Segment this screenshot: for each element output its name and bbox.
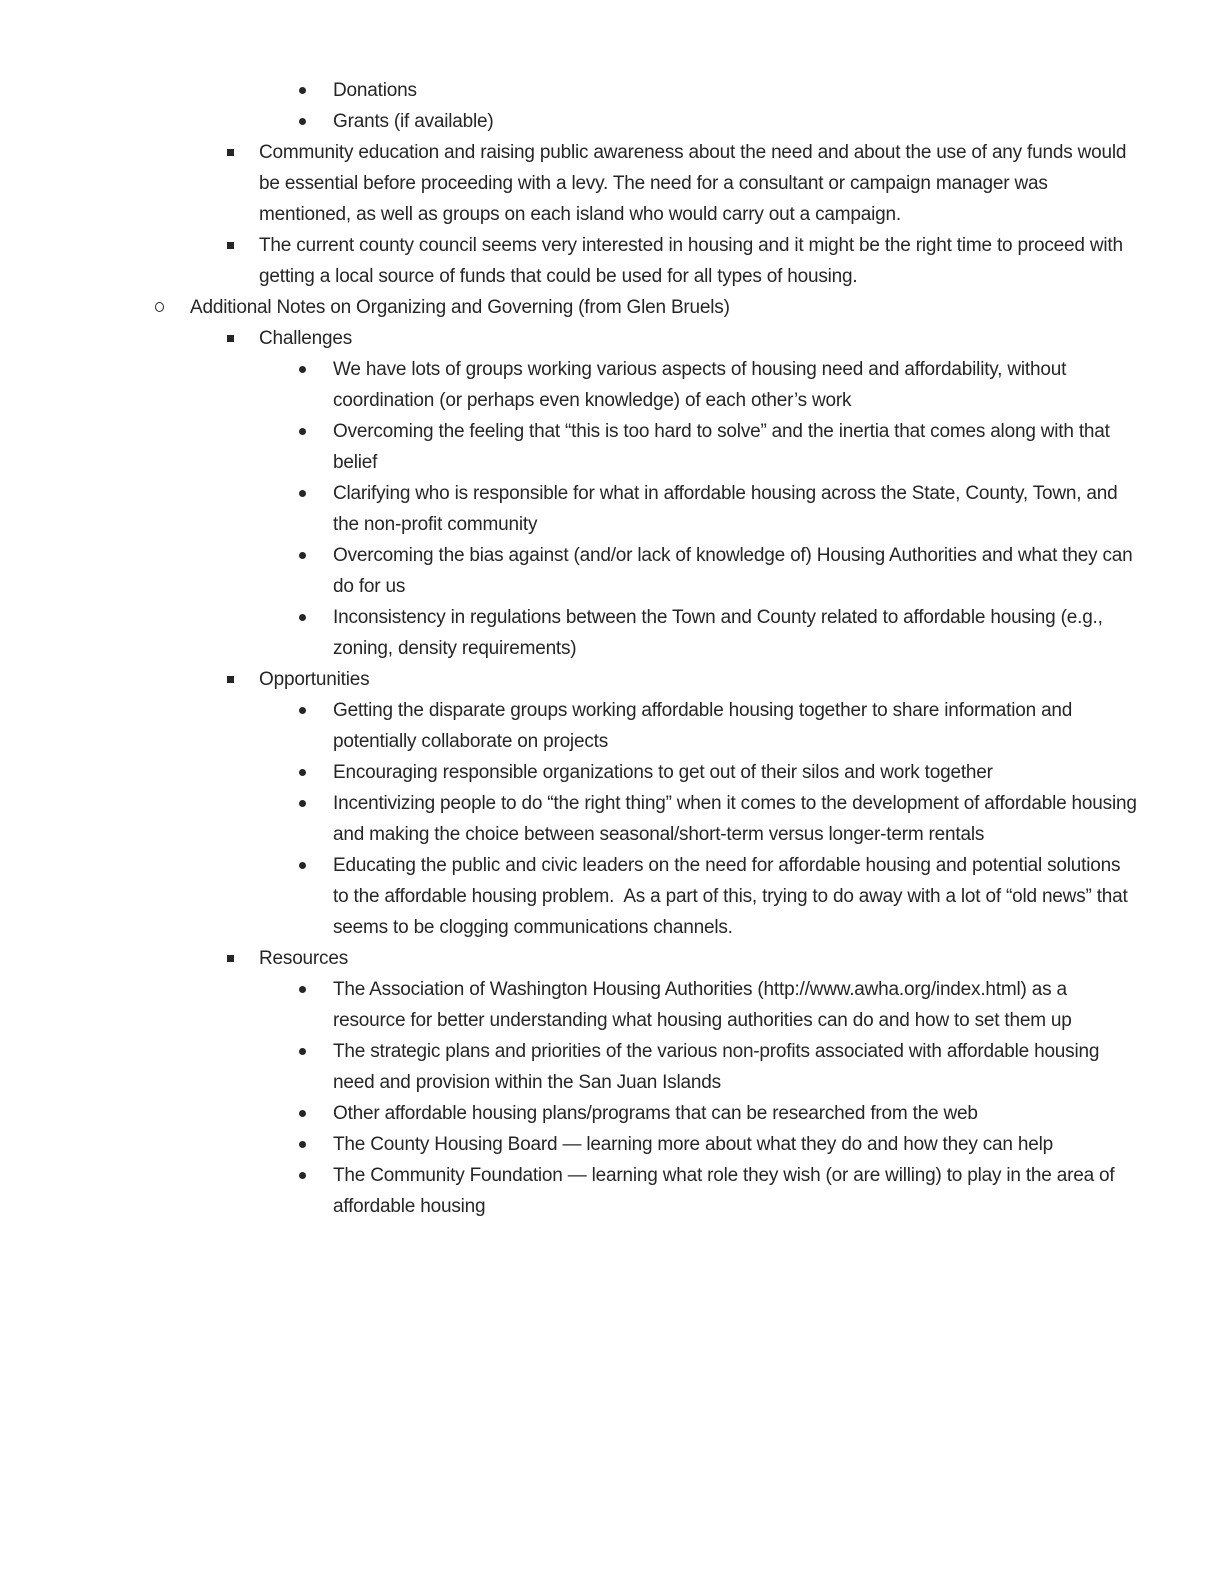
bullet-disc-icon [299,87,306,94]
bullet-circle-icon [155,302,164,312]
bullet-disc-icon [299,118,306,125]
bullet-disc-icon [299,428,306,435]
bullet-disc-icon [299,1172,306,1179]
bullet-disc-icon [299,862,306,869]
list-item-text: The current county council seems very interested in housing and it might be the right time to proceed with getting a local source of funds that could be used for all types of housing. [259,235,1128,287]
list-item [0,75,1139,106]
list-item-text: Opportunities [259,669,370,690]
list-item-text: The Association of Washington Housing Authorities (http://www.awha.org/index.html) as a resource for better understanding what housing authorities can do and how to set them up [333,979,1072,1031]
list-item [0,416,1139,478]
list-item [0,1098,1139,1129]
list-item-text: Incentivizing people to do “the right thing” when it comes to the development of affordable housing and making the choice between seasonal/short-term versus longer-term rentals [333,793,1142,845]
list-item [0,664,1139,695]
list-item [0,292,1139,323]
list-item [0,1160,1139,1222]
list-item-text: Grants (if available) [333,111,494,132]
list-item-text: Getting the disparate groups working affordable housing together to share information and potentially collaborate on projects [333,700,1078,752]
list-item [0,323,1139,354]
bullet-disc-icon [299,986,306,993]
bullet-disc-icon [299,1141,306,1148]
list-item-text: The strategic plans and priorities of the various non-profits associated with affordable housing need and provision within the San Juan Islands [333,1041,1105,1093]
list-item [0,788,1142,850]
bullet-disc-icon [299,1110,306,1117]
list-item [0,478,1139,540]
list-item [0,230,1139,292]
list-item-text: Inconsistency in regulations between the Town and County related to affordable housing (e.g., zoning, density requirements) [333,607,1108,659]
document-body [0,75,1142,1222]
bullet-square-icon [227,242,234,249]
list-item-text: Educating the public and civic leaders on the need for affordable housing and potential solutions to the affordable housing problem. As a part of this, trying to do away with a lot of “old news” that seems to be clogging communications channels. [333,855,1133,938]
list-item-text: We have lots of groups working various aspects of housing need and affordability, without coordination (or perhaps even knowledge) of each other’s work [333,359,1072,411]
bullet-disc-icon [299,552,306,559]
bullet-square-icon [227,149,234,156]
bullet-disc-icon [299,490,306,497]
list-item [0,695,1139,757]
list-item-text: Overcoming the bias against (and/or lack of knowledge of) Housing Authorities and what they can do for us [333,545,1138,597]
list-item [0,943,1139,974]
bullet-disc-icon [299,614,306,621]
bullet-disc-icon [299,366,306,373]
bullet-square-icon [227,335,234,342]
bullet-square-icon [227,955,234,962]
list-item [0,757,1139,788]
list-item-text: The County Housing Board — learning more about what they do and how they can help [333,1134,1053,1155]
list-item [0,354,1139,416]
list-item [0,1129,1139,1160]
list-item-text: Overcoming the feeling that “this is too hard to solve” and the inertia that comes along with that belief [333,421,1115,473]
bullet-square-icon [227,676,234,683]
list-item [0,1036,1139,1098]
list-item [0,974,1139,1036]
bullet-disc-icon [299,707,306,714]
list-item [0,602,1139,664]
list-item-text: Challenges [259,328,353,349]
list-item-text: Encouraging responsible organizations to get out of their silos and work together [333,762,993,783]
bullet-disc-icon [299,800,306,807]
bullet-disc-icon [299,1048,306,1055]
list-item-text: Resources [259,948,349,969]
list-item [0,137,1139,230]
list-item-text: Clarifying who is responsible for what in affordable housing across the State, County, Town, and the non-profit community [333,483,1123,535]
bullet-disc-icon [299,769,306,776]
list-item [0,106,1139,137]
list-item-text: Additional Notes on Organizing and Governing (from Glen Bruels) [190,297,730,318]
list-item-text: The Community Foundation — learning what role they wish (or are willing) to play in the area of affordable housing [333,1165,1120,1217]
list-item-text: Other affordable housing plans/programs that can be researched from the web [333,1103,978,1124]
list-item [0,850,1139,943]
list-item [0,540,1139,602]
list-item-text: Community education and raising public awareness about the need and about the use of any funds would be essential before proceeding with a levy. The need for a consultant or campaign manager was mentioned, as well as groups on each island who would carry out a campaign. [259,142,1132,225]
list-item-text: Donations [333,80,417,101]
